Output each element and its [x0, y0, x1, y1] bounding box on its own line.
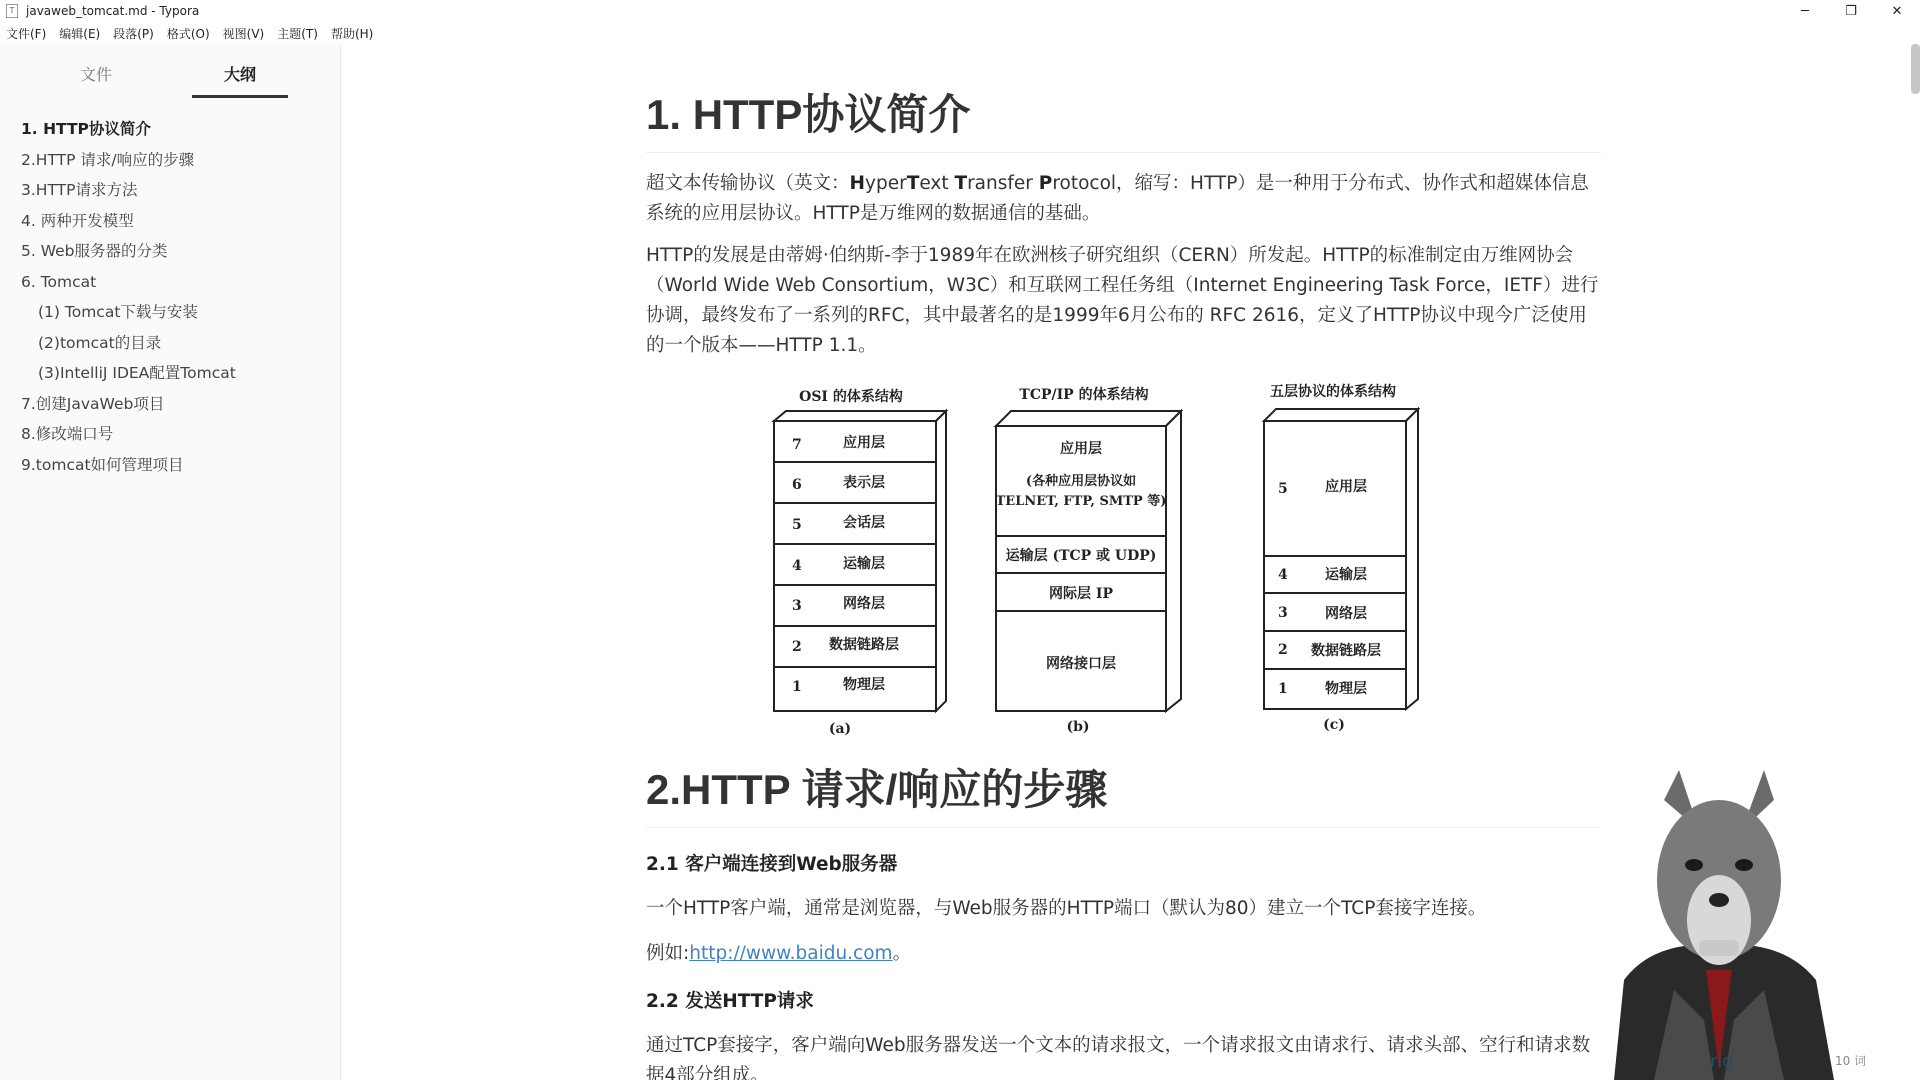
tcpip-title: TCP/IP 的体系结构 [1019, 386, 1148, 403]
layer-number: 3 [1278, 605, 1288, 621]
cam-text: rig [1710, 1051, 1734, 1072]
tab-files[interactable]: 文件 [48, 44, 144, 100]
typora-app-icon: T [6, 4, 18, 18]
vertical-scrollbar[interactable] [1911, 44, 1920, 94]
layer-name: 数据链路层 [1311, 642, 1381, 659]
layer-name: 表示层 [843, 474, 885, 491]
text: ransfer [967, 173, 1039, 194]
text: 例如: [646, 943, 689, 964]
sidebar [0, 44, 341, 1080]
outline-item[interactable]: (1) Tomcat下载与安装 [0, 297, 340, 328]
close-button[interactable]: ✕ [1874, 0, 1920, 22]
layer-name: 网络层 [843, 595, 885, 612]
text: H [850, 173, 865, 194]
menu-format[interactable]: 格式(O) [167, 25, 210, 42]
layer-name: 物理层 [843, 676, 885, 693]
osi-caption: (a) [829, 721, 851, 737]
document-content[interactable] [646, 44, 1601, 1080]
outline-item[interactable]: (2)tomcat的目录 [0, 328, 340, 359]
minimize-button[interactable]: ─ [1782, 0, 1828, 22]
outline-item[interactable]: 1. HTTP协议简介 [0, 114, 340, 145]
layer-note: TELNET, FTP, SMTP 等) [996, 493, 1167, 509]
window-title: javaweb_tomcat.md - Typora [26, 4, 199, 18]
word-count[interactable]: 10 词 [1835, 1052, 1866, 1069]
menu-paragraph[interactable]: 段落(P) [113, 25, 154, 42]
paragraph [646, 939, 1601, 969]
outline-item[interactable]: (3)IntelliJ IDEA配置Tomcat [0, 358, 340, 389]
layer-number: 3 [792, 598, 802, 614]
tcpip-stack [996, 411, 1181, 711]
heading-3: 2.2 发送HTTP请求 [646, 987, 1601, 1013]
layer-name: 物理层 [1325, 680, 1367, 697]
layer-name: 应用层 [1325, 478, 1367, 495]
menu-file[interactable]: 文件(F) [6, 25, 46, 42]
heading-1: 1. HTTP协议简介 [646, 82, 1601, 153]
outline-item[interactable]: 9.tomcat如何管理项目 [0, 450, 340, 481]
five-layer-stack [1264, 409, 1418, 709]
text: P [1039, 173, 1053, 194]
five-layer-title: 五层协议的体系结构 [1270, 383, 1396, 400]
layer-name: 运输层 (TCP 或 UDP) [1006, 547, 1157, 564]
webcam-overlay [1594, 770, 1844, 1080]
layer-name: 网际层 IP [1049, 585, 1113, 602]
layer-note: (各种应用层协议如 [1026, 473, 1136, 489]
text: ext [919, 173, 954, 194]
text: 超文本传输协议（英文： [646, 173, 850, 194]
heading-2: 2.HTTP 请求/响应的步骤 [646, 757, 1601, 828]
layer-number: 5 [1278, 481, 1288, 497]
title-bar [0, 0, 1920, 22]
text: T [907, 173, 920, 194]
layer-number: 4 [1278, 567, 1288, 583]
heading-3: 2.1 客户端连接到Web服务器 [646, 850, 1601, 876]
paragraph: 一个HTTP客户端，通常是浏览器，与Web服务器的HTTP端口（默认为80）建立一个TCP套接字连接。 [646, 894, 1601, 924]
window-controls [1782, 0, 1920, 22]
layer-number: 7 [792, 437, 802, 453]
layer-number: 4 [792, 558, 802, 574]
layer-number: 2 [1278, 642, 1288, 658]
text: rotocol，缩写：HTTP）是一种用于分布式、协作式和超媒体信息系统的应用层协议。HTTP是万维网的数据通信的基础。 [646, 173, 1589, 224]
layer-number: 1 [792, 679, 802, 695]
menu-bar [0, 22, 1920, 44]
layer-name: 数据链路层 [829, 636, 899, 653]
layer-number: 1 [1278, 681, 1288, 697]
outline-item[interactable]: 8.修改端口号 [0, 419, 340, 450]
sidebar-tabs [0, 44, 340, 100]
tab-outline[interactable]: 大纲 [192, 44, 288, 98]
layer-name: 网络接口层 [1046, 655, 1116, 672]
five-layer-caption: (c) [1323, 717, 1345, 733]
outline-item[interactable]: 3.HTTP请求方法 [0, 175, 340, 206]
menu-help[interactable]: 帮助(H) [331, 25, 373, 42]
text: yper [865, 173, 907, 194]
protocol-architecture-figure [756, 381, 1476, 743]
tcpip-caption: (b) [1066, 719, 1089, 735]
layer-name: 运输层 [1325, 566, 1367, 583]
osi-title: OSI 的体系结构 [799, 388, 903, 405]
paragraph: 通过TCP套接字，客户端向Web服务器发送一个文本的请求报文，一个请求报文由请求行、请求头部、空行和请求数据4部分组成。 [646, 1031, 1601, 1080]
outline-item[interactable]: 7.创建JavaWeb项目 [0, 389, 340, 420]
outline-item[interactable]: 6. Tomcat [0, 267, 340, 298]
outline-item[interactable]: 4. 两种开发模型 [0, 206, 340, 237]
layer-name: 会话层 [843, 514, 885, 531]
layer-name: 网络层 [1325, 605, 1367, 622]
outline-item[interactable]: 2.HTTP 请求/响应的步骤 [0, 145, 340, 176]
protocol-diagram [756, 381, 1476, 743]
layer-number: 6 [792, 477, 802, 493]
baidu-link[interactable]: http://www.baidu.com [689, 943, 892, 964]
outline-item[interactable]: 5. Web服务器的分类 [0, 236, 340, 267]
paragraph: HTTP的发展是由蒂姆·伯纳斯-李于1989年在欧洲核子研究组织（CERN）所发起。HTTP的标准制定由万维网协会（World Wide Web Consortium，W3C）和互联网工程任务组（Internet Engineering Task Force，IETF）进行协调，最终发布了一系列的RFC，其中最著名的是1999年6月公布的 RFC 2616，定义了HTTP协议中现今广泛使用的一个版本——HTTP 1.1。 [646, 241, 1601, 361]
menu-theme[interactable]: 主题(T) [277, 25, 318, 42]
wolf-avatar-image [1594, 770, 1844, 1080]
text: T [954, 173, 967, 194]
layer-number: 5 [792, 517, 802, 533]
text: 。 [893, 943, 912, 964]
menu-edit[interactable]: 编辑(E) [59, 25, 100, 42]
menu-view[interactable]: 视图(V) [223, 25, 265, 42]
osi-stack [774, 411, 946, 711]
layer-number: 2 [792, 639, 802, 655]
layer-name: 应用层 [843, 434, 885, 451]
outline-list [0, 100, 340, 480]
layer-name: 运输层 [843, 555, 885, 572]
restore-button[interactable]: ❐ [1828, 0, 1874, 22]
layer-name: 应用层 [1060, 440, 1102, 457]
paragraph [646, 169, 1601, 229]
